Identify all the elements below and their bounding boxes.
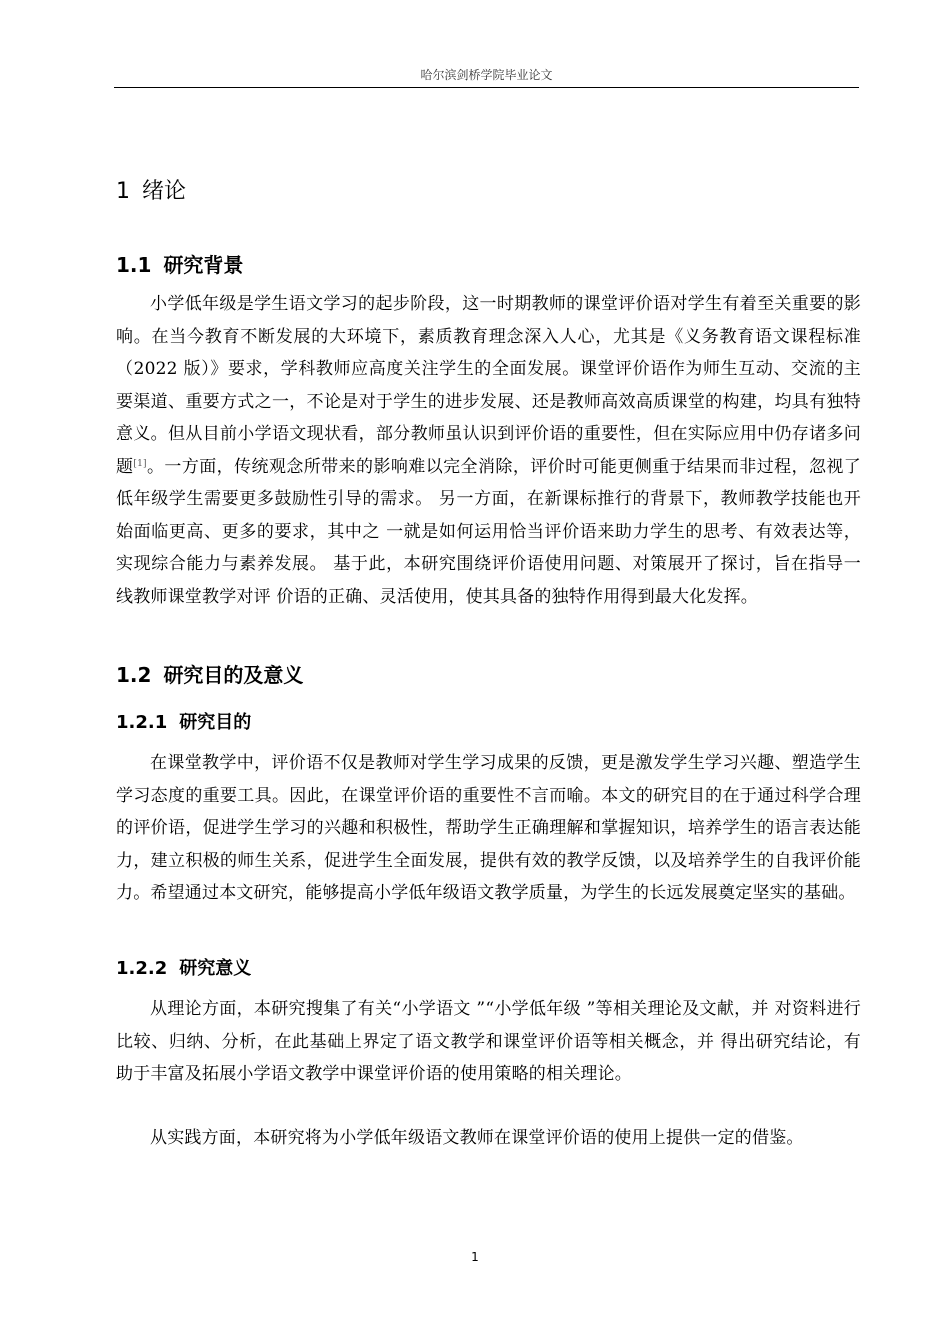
chapter-title: 绪论	[142, 179, 187, 204]
subsection-number: 1.2.2	[116, 958, 168, 979]
background-text-part1: 小学低年级是学生语文学习的起步阶段，这一时期教师的课堂评价语对学生有着至关重要的影响。在当今教育不断发展的大环境下，素质教育理念深入人心，尤其是《义务教育语文课程标准（2022 版）》要求，学科教师应高度关注学生的全面发展。课堂评价语作为师生互动、交流的主要渠道、重要方式之一，不论是对于学生的进步发展、还是教师高效高质课堂的构建，均具有独特意义。但从目前小学语文现状看，部分教师虽认识到评价语的重要性，但在实际应用中仍存诸多问题	[116, 294, 861, 477]
chapter-heading	[116, 174, 186, 205]
citation-marker: [1]	[133, 458, 147, 469]
subsection-heading-purpose	[116, 708, 251, 734]
background-text-part2: 。一方面，传统观念所带来的影响难以完全消除，评价时可能更侧重于结果而非过程，忽视了低年级学生需要更多鼓励性引导的需求。 另一方面，在新课标推行的背景下，教师教学技能也开始面临更高、更多的要求，其中之 一就是如何运用恰当评价语来助力学生的思考、有效表达等，实现综合能力与素养发展。 基于此，本研究围绕评价语使用问题、对策展开了探讨，旨在指导一线教师课堂教学对评 价语的正确、灵活使用，使其具备的独特作用得到最大化发挥。	[116, 456, 861, 607]
page-number: 1	[471, 1250, 479, 1264]
subsection-title: 研究目的	[179, 712, 252, 733]
section-title: 研究背景	[163, 253, 244, 277]
background-paragraph	[116, 288, 861, 613]
chapter-number: 1	[116, 179, 130, 204]
section-number: 1.2	[116, 663, 152, 687]
subsection-title: 研究意义	[179, 958, 252, 979]
significance-paragraph-practice: 从实践方面，本研究将为小学低年级语文教师在课堂评价语的使用上提供一定的借鉴。	[150, 1128, 804, 1148]
header-text: 哈尔滨剑桥学院毕业论文	[420, 68, 553, 82]
significance-paragraph-theory: 从理论方面，本研究搜集了有关“小学语文 ”“小学低年级 ”等相关理论及文献，并 对资料进行比较、归纳、分析，在此基础上界定了语文教学和课堂评价语等相关概念，并 得出研究结论，有助于丰富及拓展小学语文教学中课堂评价语的使用策略的相关理论。	[116, 999, 861, 1084]
subsection-number: 1.2.1	[116, 712, 168, 733]
section-number: 1.1	[116, 253, 152, 277]
purpose-paragraph: 在课堂教学中，评价语不仅是教师对学生学习成果的反馈，更是激发学生学习兴趣、塑造学生学习态度的重要工具。因此，在课堂评价语的重要性不言而喻。本文的研究目的在于通过科学合理的评价语，促进学生学习的兴趣和积极性，帮助学生正确理解和掌握知识，培养学生的语言表达能力，建立积极的师生关系，促进学生全面发展，提供有效的教学反馈，以及培养学生的自我评价能力。希望通过本文研究，能够提高小学低年级语文教学质量，为学生的长远发展奠定坚实的基础。	[116, 753, 861, 903]
section-heading-purpose-significance	[116, 659, 303, 688]
section-heading-background	[116, 249, 243, 278]
section-title: 研究目的及意义	[163, 663, 304, 687]
subsection-heading-significance	[116, 954, 251, 980]
header-rule	[114, 87, 859, 88]
